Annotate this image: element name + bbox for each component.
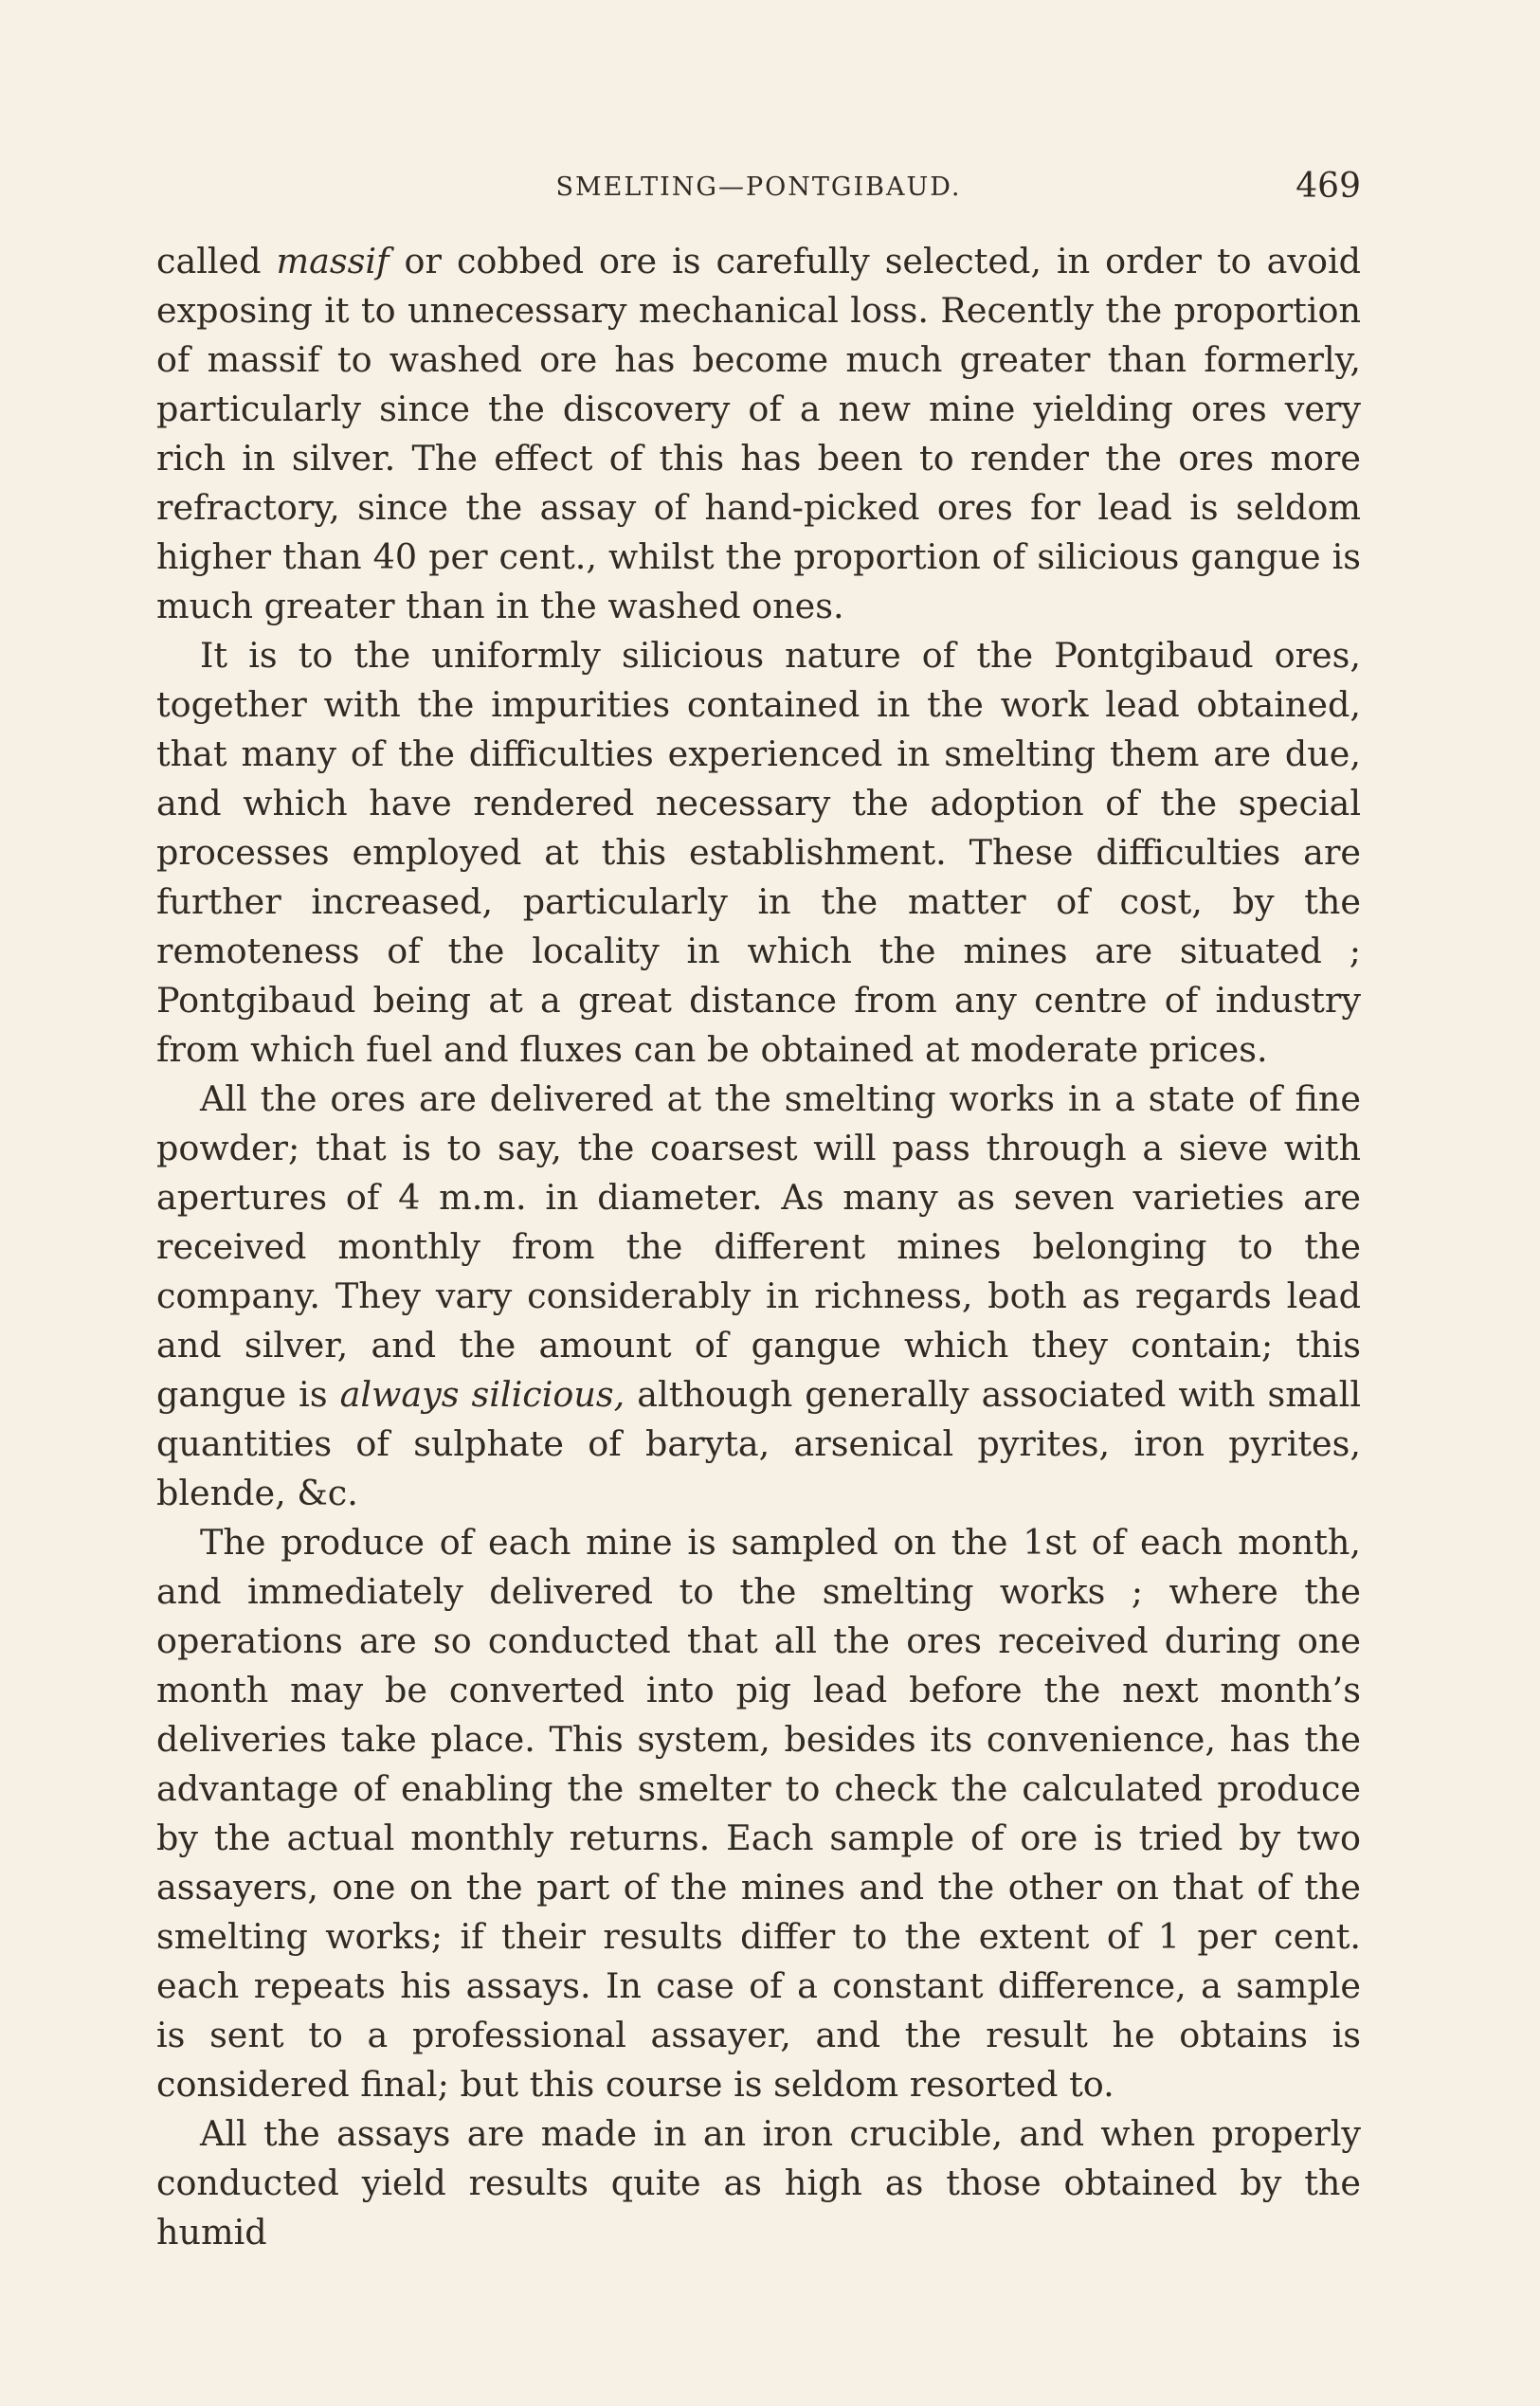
body-text xyxy=(156,237,1361,2257)
paragraph-4: The produce of each mine is sampled on the 1st of each month, and immediately delivered to the smelting works ; where the operations are so conducted that all the ores received during one month may be converted into pig lead before the next month’s deliveries take place. This system, besides its convenience, has the advantage of enabling the smelter to check the calculated produce by the actual monthly returns. Each sample of ore is tried by two assayers, one on the part of the mines and the other on that of the smelting works; if their results differ to the extent of 1 per cent. each repeats his assays. In case of a constant difference, a sample is sent to a professional assayer, and the result he obtains is considered final; but this course is seldom resorted to. xyxy=(156,1522,1361,2105)
paragraph-5: All the assays are made in an iron crucible, and when properly conducted yield results quite as high as those obtained by the humid xyxy=(156,2113,1361,2252)
page-header xyxy=(156,167,1361,210)
paragraph-3: All the ores are delivered at the smelting works in a state of fine powder; that is to say, the coarsest will pass through a sieve with apertures of 4 m.m. in diameter. As many as seven varieties are received monthly from the different mines belonging to the company. They vary considerably in richness, both as regards lead and silver, and the amount of gangue which they contain; this gangue is always silicious, although generally associated with small quantities of sulphate of baryta, arsenical pyrites, iron pyrites, blende, &c. xyxy=(156,1078,1362,1513)
running-head: SMELTING—PONTGIBAUD. xyxy=(555,172,962,202)
page-number: 469 xyxy=(1295,167,1361,206)
italic-term-massif: massif xyxy=(276,241,390,281)
paragraph-2: It is to the uniformly silicious nature of the Pontgibaud ores, together with the impurities contained in the work lead obtained, that many of the difficulties experienced in smelting them are due, and which have rendered necessary the adoption of the special processes employed at this establishment. These difficulties are further increased, particularly in the matter of cost, by the remoteness of the locality in which the mines are situated ; Pontgibaud being at a great distance from any centre of industry from which fuel and fluxes can be obtained at moderate prices. xyxy=(156,635,1361,1070)
italic-phrase-always-silicious: always silicious, xyxy=(339,1374,625,1415)
paragraph-1: called massif or cobbed ore is carefully selected, in order to avoid exposing it to unnecessary mechanical loss. Recently the proportion of massif to washed ore has become much greater than formerly, particularly since the discovery of a new mine yielding ores very rich in silver. The effect of this has been to render the ores more refractory, since the assay of hand-picked ores for lead is seldom higher than 40 per cent., whilst the proportion of silicious gangue is much greater than in the washed ones. xyxy=(156,241,1362,626)
